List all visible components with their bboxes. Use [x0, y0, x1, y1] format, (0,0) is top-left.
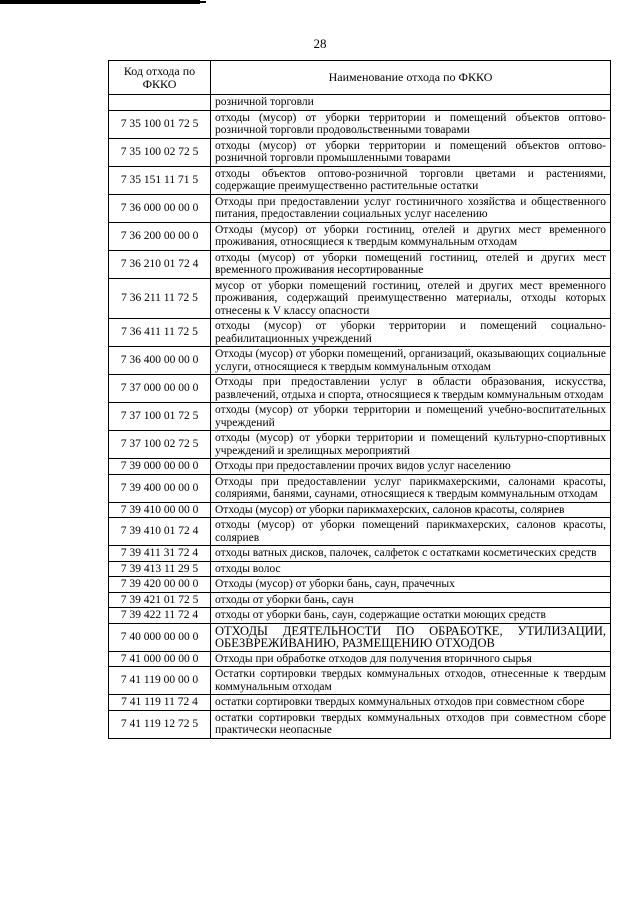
- waste-code-cell: [109, 95, 211, 111]
- waste-code-cell: 7 36 400 00 00 0: [109, 347, 211, 375]
- waste-name-cell: Отходы (мусор) от уборки гостиниц, отелей и других мест временного проживания, относящиеся к твердым коммунальным отходам: [211, 222, 611, 250]
- table-row: [109, 577, 611, 593]
- table-row: [109, 278, 611, 319]
- waste-code-cell: 7 36 210 01 72 4: [109, 250, 211, 278]
- table-body: [109, 95, 611, 739]
- top-rule: [0, 0, 200, 4]
- table-row: [109, 459, 611, 475]
- table-row: [109, 95, 611, 111]
- table-row: [109, 695, 611, 711]
- top-rule-tail: [200, 1, 206, 3]
- waste-code-cell: 7 39 000 00 00 0: [109, 459, 211, 475]
- waste-code-cell: 7 35 151 11 71 5: [109, 166, 211, 194]
- waste-name-cell: отходы (мусор) от уборки территории и помещений объектов оптово-розничной торговли продовольственными товарами: [211, 110, 611, 138]
- waste-code-cell: 7 41 119 12 72 5: [109, 710, 211, 738]
- table-row: [109, 651, 611, 667]
- table-row: [109, 375, 611, 403]
- waste-code-cell: 7 39 411 31 72 4: [109, 546, 211, 562]
- table-header-row: [109, 61, 611, 95]
- waste-name-cell: Отходы при предоставлении услуг в области образования, искусства, развлечений, отдыха и спорта, относящиеся к твердым коммунальным отходам: [211, 375, 611, 403]
- waste-code-cell: 7 39 422 11 72 4: [109, 608, 211, 624]
- waste-code-cell: 7 36 211 11 72 5: [109, 278, 211, 319]
- waste-name-cell: отходы (мусор) от уборки территории и помещений социально-реабилитационных учреждений: [211, 319, 611, 347]
- waste-code-cell: 7 37 100 02 72 5: [109, 431, 211, 459]
- waste-code-cell: 7 36 411 11 72 5: [109, 319, 211, 347]
- waste-name-cell: мусор от уборки помещений гостиниц, отелей и других мест временного проживания, содержащий преимущественно материалы, отходы которых отнесены к V классу опасности: [211, 278, 611, 319]
- waste-name-cell: отходы ватных дисков, палочек, салфеток с остатками косметических средств: [211, 546, 611, 562]
- table-row: [109, 546, 611, 562]
- waste-name-cell: Остатки сортировки твердых коммунальных отходов, отнесенные к твердым коммунальным отходам: [211, 667, 611, 695]
- table-row: [109, 166, 611, 194]
- waste-code-cell: 7 39 421 01 72 5: [109, 592, 211, 608]
- table-row: [109, 474, 611, 502]
- waste-name-cell: Отходы (мусор) от уборки парикмахерских, салонов красоты, соляриев: [211, 502, 611, 518]
- waste-code-cell: 7 35 100 01 72 5: [109, 110, 211, 138]
- header-code: Код отхода по ФККО: [109, 61, 211, 95]
- waste-code-cell: 7 39 410 00 00 0: [109, 502, 211, 518]
- waste-code-cell: 7 39 420 00 00 0: [109, 577, 211, 593]
- table-row: [109, 710, 611, 738]
- waste-code-cell: 7 36 200 00 00 0: [109, 222, 211, 250]
- table-row: [109, 194, 611, 222]
- waste-name-cell: отходы (мусор) от уборки территории и помещений учебно-воспитательных учреждений: [211, 403, 611, 431]
- table-row: [109, 250, 611, 278]
- waste-code-cell: 7 36 000 00 00 0: [109, 194, 211, 222]
- table-row: [109, 110, 611, 138]
- waste-name-cell: Отходы (мусор) от уборки помещений, организаций, оказывающих социальные услуги, относящиеся к твердым коммунальным отходам: [211, 347, 611, 375]
- table-row: [109, 347, 611, 375]
- waste-name-cell: Отходы при предоставлении прочих видов услуг населению: [211, 459, 611, 475]
- waste-name-cell: Отходы (мусор) от уборки бань, саун, прачечных: [211, 577, 611, 593]
- waste-code-cell: 7 37 100 01 72 5: [109, 403, 211, 431]
- table-row: [109, 403, 611, 431]
- waste-name-cell: ОТХОДЫ ДЕЯТЕЛЬНОСТИ ПО ОБРАБОТКЕ, УТИЛИЗАЦИИ, ОБЕЗВРЕЖИВАНИЮ, РАЗМЕЩЕНИЮ ОТХОДОВ: [211, 623, 611, 651]
- table-row: [109, 623, 611, 651]
- table-row: [109, 431, 611, 459]
- waste-codes-table: [108, 60, 611, 739]
- waste-code-cell: 7 37 000 00 00 0: [109, 375, 211, 403]
- waste-code-cell: 7 39 413 11 29 5: [109, 561, 211, 577]
- table-row: [109, 561, 611, 577]
- table-row: [109, 518, 611, 546]
- table-row: [109, 667, 611, 695]
- waste-code-cell: 7 41 119 11 72 4: [109, 695, 211, 711]
- waste-name-cell: Отходы при обработке отходов для получения вторичного сырья: [211, 651, 611, 667]
- waste-name-cell: отходы объектов оптово-розничной торговли цветами и растениями, содержащие преимущественно растительные остатки: [211, 166, 611, 194]
- table-row: [109, 592, 611, 608]
- waste-code-cell: 7 35 100 02 72 5: [109, 138, 211, 166]
- waste-code-cell: 7 41 119 00 00 0: [109, 667, 211, 695]
- waste-name-cell: розничной торговли: [211, 95, 611, 111]
- waste-name-cell: отходы (мусор) от уборки помещений гостиниц, отелей и других мест временного проживания несортированные: [211, 250, 611, 278]
- waste-code-cell: 7 39 400 00 00 0: [109, 474, 211, 502]
- waste-name-cell: Отходы при предоставлении услуг гостиничного хозяйства и общественного питания, предоставлении социальных услуг населению: [211, 194, 611, 222]
- waste-code-cell: 7 40 000 00 00 0: [109, 623, 211, 651]
- table-row: [109, 319, 611, 347]
- waste-name-cell: отходы (мусор) от уборки территории и помещений объектов оптово-розничной торговли промышленными товарами: [211, 138, 611, 166]
- waste-name-cell: отходы (мусор) от уборки помещений парикмахерских, салонов красоты, соляриев: [211, 518, 611, 546]
- table-row: [109, 222, 611, 250]
- waste-name-cell: остатки сортировки твердых коммунальных отходов при совместном сборе: [211, 695, 611, 711]
- waste-name-cell: отходы (мусор) от уборки территории и помещений культурно-спортивных учреждений и зрелищных мероприятий: [211, 431, 611, 459]
- table-row: [109, 138, 611, 166]
- waste-name-cell: отходы от уборки бань, саун: [211, 592, 611, 608]
- header-name: Наименование отхода по ФККО: [211, 61, 611, 95]
- table-row: [109, 608, 611, 624]
- waste-name-cell: Отходы при предоставлении услуг парикмахерскими, салонами красоты, соляриями, банями, саунами, относящиеся к твердым коммунальным отходам: [211, 474, 611, 502]
- page-number: 28: [313, 36, 327, 51]
- waste-code-cell: 7 39 410 01 72 4: [109, 518, 211, 546]
- waste-name-cell: отходы от уборки бань, саун, содержащие остатки моющих средств: [211, 608, 611, 624]
- table-row: [109, 502, 611, 518]
- waste-name-cell: остатки сортировки твердых коммунальных отходов при совместном сборе практически неопасные: [211, 710, 611, 738]
- waste-name-cell: отходы волос: [211, 561, 611, 577]
- waste-code-cell: 7 41 000 00 00 0: [109, 651, 211, 667]
